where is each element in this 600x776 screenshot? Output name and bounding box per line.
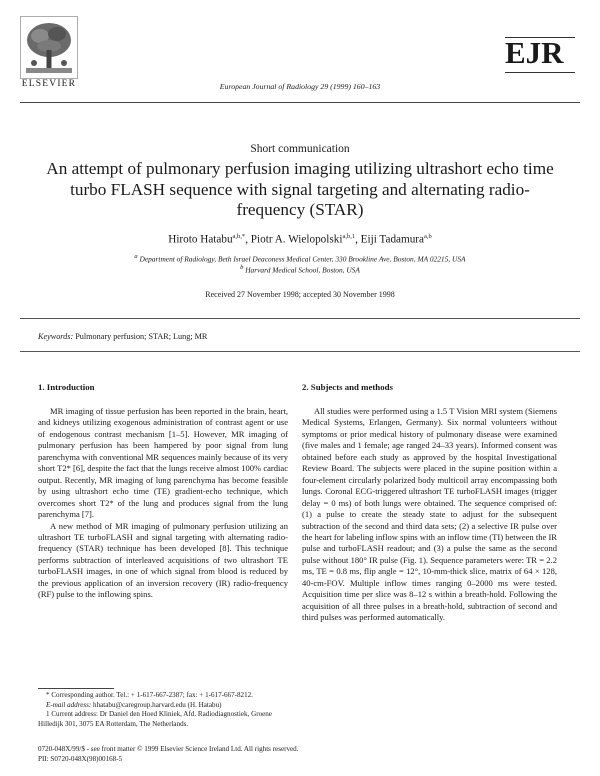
paragraph: A new method of MR imaging of pulmonary perfusion utilizing an ultrashort TE turboFLASH and signal targeting with alternating radio-frequency (STAR) technique has been developed [8]. This technique performs subtraction of interleaved acquisitions of two ultrashort TE turboFLASH images, in one of which signal from blood is reduced by the previous application of an inversion recovery (IR) radio-frequency (RF) pulse to the inflowing spins. (38, 520, 288, 600)
footnote-current-address: 1 Current address: Dr Daniel den Hoed Kliniek, Afd. Radiodiagnostiek, Groene Hilledijk 301, 3075 EA Rotterdam, The Netherlands. (38, 710, 272, 728)
article-type: Short communication (250, 143, 350, 155)
paragraph: MR imaging of tissue perfusion has been reported in the brain, heart, and kidneys utilizing exogenous administration of contrast agent or use of endogenous contrast mechanism [1–5]. However, MR imaging of pulmonary perfusion has been hampered by poor signal from lung parenchyma with conventional MR sequences mainly because of its very short T2* [6], despite the fact that the lungs receive almost 100% cardiac output. Recently, MR imaging of lung parenchyma has become feasible by using ultrashort echo time (TE) gradient-echo technique, which overcomes short T2* of the lung and produces signal from the lung parenchyma [7]. (38, 406, 288, 520)
journal-logo (505, 35, 575, 70)
footnotes (38, 691, 288, 729)
publisher-name: ELSEVIER (21, 79, 77, 89)
section-heading-introduction: 1. Introduction (38, 382, 95, 392)
footnote-rule (38, 688, 114, 689)
copyright-block (38, 745, 558, 764)
paragraph: All studies were performed using a 1.5 T Vision MRI system (Siemens Medical Systems, Erlangen, Germany). Six normal volunteers without symptoms or prior medical history of pulmonary disease were examined (five males and 1 female; age ranged 24–33 years). Informed consent was obtained before each study as approved by the hospital Investigational Review Board. The subjects were placed in the supine position within a four-element circularly polarized body multicoil array encompassing both lungs. Coronal ECG-triggered ultrashort TE turboFLASH images (trigger delay = 0 ms) of both lungs were obtained. The sequence comprised of: (1) a pulse to create the steady state to adjust for the subsequent subtraction of the second and third data sets; (2) a selective IR pulse over the heart for labeling inflow spins with an inflow time (TI) between the IR pulse and turboFLASH readout; and (3) a pulse the same as the second pulse without 180° IR pulse (Fig. 1). Sequence parameters were: TR = 2.2 ms, TE = 0.8 ms, flip angle = 12°, 10-mm-thick slice, matrix of 64 × 128, 40-cm-FOV. Multiple inflow times ranging 0–2000 ms were tested. Acquisition time per slice was 8–12 s within a breath-hold. Following the acquisition of all three pulses in a breath-hold, subtraction of second and third pulses was performed automatically. (302, 406, 557, 623)
affiliation (20, 264, 580, 274)
keywords-rule-bottom (20, 351, 580, 352)
journal-logo-text: EJR (505, 35, 564, 70)
journal-logo-rule-bottom (505, 72, 575, 73)
author-name: Eiji Tadamura (360, 233, 424, 246)
right-column (302, 406, 557, 624)
header-divider (20, 102, 580, 103)
keywords-rule-top (20, 318, 580, 319)
publisher-logo (20, 16, 78, 94)
affiliation-text: Harvard Medical School, Boston, USA (245, 265, 360, 275)
copyright-line: 0720-048X/99/$ - see front matter © 1999 Elsevier Science Ireland Ltd. All rights reserved. (38, 745, 299, 753)
affiliation-mark: a (134, 253, 138, 260)
footnote-email (38, 701, 288, 711)
section-heading-methods: 2. Subjects and methods (302, 382, 393, 392)
keywords-label: Keywords: (38, 332, 74, 341)
author-list (20, 233, 580, 246)
email-address: hhatabu@caregroup.harvard.edu (H. Hatabu) (93, 700, 222, 709)
received-dates: Received 27 November 1998; accepted 30 November 1998 (205, 290, 395, 299)
article-title: An attempt of pulmonary perfusion imaging utilizing ultrashort echo time turbo FLASH sequence with signal targeting and alternating radio-frequency (STAR) (46, 159, 554, 219)
author-separator: , (245, 233, 251, 246)
keywords-list: Pulmonary perfusion; STAR; Lung; MR (75, 332, 208, 341)
affiliation-mark: b (240, 264, 244, 271)
footnote-corresponding: * Corresponding author. Tel.: + 1-617-667-2387; fax: + 1-617-667-8212. (46, 691, 253, 699)
tree-logo-icon (20, 16, 78, 80)
left-column (38, 406, 288, 601)
author-name: Hiroto Hatabu (168, 233, 233, 246)
author-name: Piotr A. Wielopolski (250, 233, 343, 246)
author-affiliation-mark: a,b,* (232, 233, 246, 240)
affiliation (20, 253, 580, 263)
author-separator: , (355, 233, 361, 246)
keywords (38, 332, 207, 341)
email-label: E-mail address: (46, 700, 92, 709)
pii-line: PII: S0720-048X(98)00168-5 (38, 754, 123, 763)
affiliation-text: Department of Radiology, Beth Israel Deaconess Medical Center, 330 Brookline Ave, Boston, MA 02215, USA (139, 254, 466, 264)
author-affiliation-mark: a,b,1 (342, 233, 356, 240)
journal-citation: European Journal of Radiology 29 (1999) 160–163 (219, 82, 381, 91)
author-affiliation-mark: a,b (424, 233, 432, 240)
